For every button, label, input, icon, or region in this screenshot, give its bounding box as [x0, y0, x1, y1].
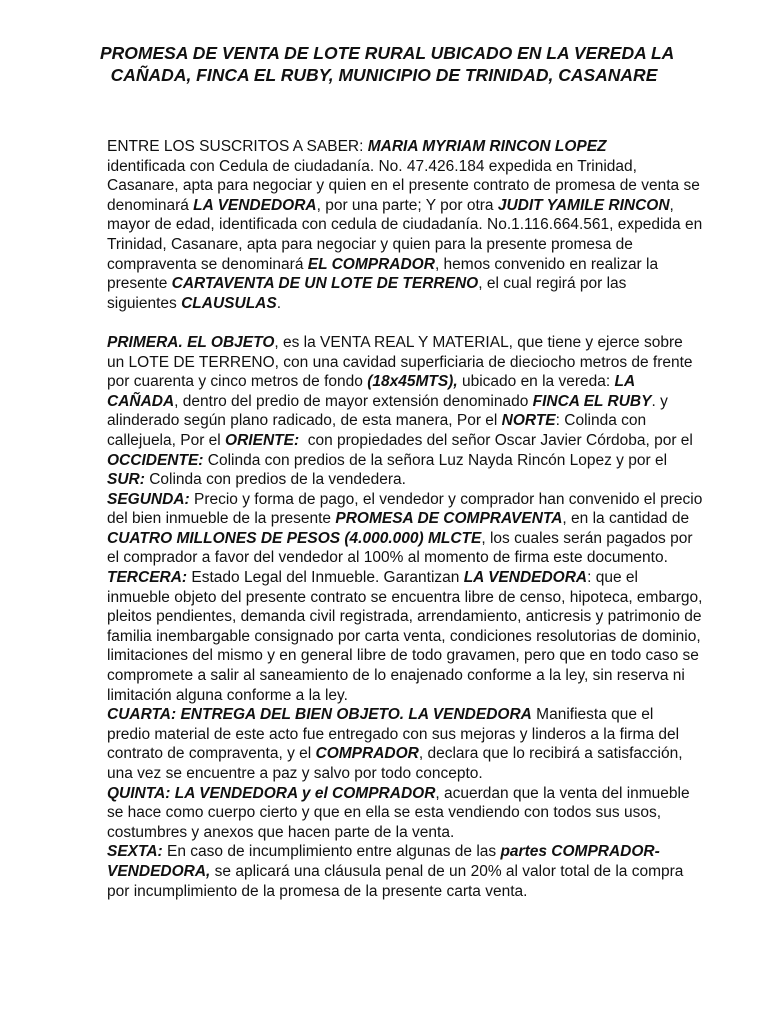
- seller-name: MARIA MYRIAM RINCON LOPEZ: [367, 138, 607, 155]
- clause-cuarta: [107, 705, 683, 783]
- emphasis: CLAUSULAS: [181, 294, 277, 312]
- text-run: del bien inmueble de la presente: [107, 510, 336, 528]
- text-run: ,: [669, 196, 674, 214]
- text-run: , acuerdan que la venta del inmueble: [435, 784, 690, 802]
- emphasis: COMPRADOR: [315, 745, 419, 763]
- text-run: se aplicará una cláusula penal de un 20% al valor total de la compra: [210, 862, 684, 880]
- text-line: [107, 529, 693, 549]
- text-line: pleitos pendientes, demanda civil registrada, arrendamiento, anticresis y patrimonio de: [107, 608, 702, 626]
- emphasis: LA VENDEDORA: [463, 569, 588, 587]
- text-run: ENTRE LOS SUSCRITOS A SABER:: [107, 138, 368, 155]
- text-run: : que el: [587, 569, 638, 587]
- buyer-name: JUDIT YAMILE RINCON: [497, 196, 670, 214]
- text-line: costumbres y anexos que hacen parte de la venta.: [107, 823, 455, 841]
- text-line: por incumplimiento de la promesa de la presente carta venta.: [107, 882, 528, 900]
- clause-quinta: [107, 784, 690, 843]
- emphasis: PROMESA DE COMPRAVENTA: [335, 510, 563, 528]
- clause-segunda: [107, 490, 703, 568]
- text-line: [107, 392, 667, 412]
- text-line: [107, 705, 667, 725]
- clause-heading: SEXTA:: [107, 843, 163, 861]
- text-run: , los cuales serán pagados por: [481, 529, 693, 547]
- clause-tercera: [107, 568, 703, 705]
- text-run: : Colinda con: [555, 412, 647, 430]
- text-line: [107, 196, 674, 216]
- text-run: siguientes: [107, 294, 182, 312]
- text-run: , por una parte; Y por otra: [316, 196, 498, 214]
- text-line: [107, 274, 667, 294]
- text-line: limitación alguna conforme a la ley.: [107, 686, 348, 704]
- text-run: , declara que lo recibirá a satisfacción,: [418, 745, 683, 763]
- text-line: [107, 842, 667, 862]
- text-line: [107, 137, 667, 157]
- text-line: [107, 255, 667, 275]
- text-line: [107, 490, 703, 510]
- text-run: Precio y forma de pago, el vendedor y comprador han convenido el precio: [189, 490, 703, 508]
- text-line: [107, 862, 684, 882]
- emphasis: VENDEDORA,: [107, 862, 211, 880]
- text-run: contrato de compraventa, y el: [107, 745, 316, 763]
- text-run: Colinda con predios de la señora Luz Nayda Rincón Lopez y por el: [203, 451, 668, 469]
- emphasis: NORTE: [501, 412, 556, 430]
- text-line: familia inembargable consignado por carta venta, condiciones resolutorias de dominio,: [107, 627, 701, 645]
- clause-heading: QUINTA: LA VENDEDORA y el COMPRADOR: [107, 784, 436, 802]
- text-run: Colinda con predios de la vendedera.: [144, 471, 406, 489]
- text-line: Casanare, apta para negociar y quien en el presente contrato de promesa de venta se: [107, 177, 700, 195]
- text-run: presente: [107, 275, 172, 293]
- text-run: En caso de incumplimiento entre algunas de las: [162, 843, 501, 861]
- text-line: Trinidad, Casanare, apta para negociar y quien para la presente promesa de: [107, 235, 633, 253]
- intro-paragraph: [107, 137, 703, 313]
- title-line: PROMESA DE VENTA DE LOTE RURAL UBICADO EN LA VEREDA LA: [100, 43, 675, 63]
- text-run: Estado Legal del Inmueble. Garantizan: [187, 569, 464, 587]
- text-line: [107, 470, 667, 490]
- text-line: [107, 431, 693, 451]
- clause-heading: CUARTA: ENTREGA DEL BIEN OBJETO. LA VENDEDORA: [107, 706, 532, 724]
- text-line: [107, 294, 667, 314]
- text-run: . y: [651, 392, 668, 410]
- clause-heading: TERCERA:: [107, 569, 188, 587]
- text-run: callejuela, Por el: [107, 431, 226, 449]
- emphasis: EL COMPRADOR: [307, 255, 435, 273]
- emphasis: CARTAVENTA DE UN LOTE DE TERRENO: [171, 275, 479, 293]
- text-run: Manifiesta que el: [531, 706, 654, 724]
- text-line: [107, 411, 667, 431]
- text-run: , dentro del predio de mayor extensión denominado: [174, 392, 533, 410]
- text-line: mayor de edad, identificada con cedula de ciudadanía. No.1.116.664.561, expedida en: [107, 216, 703, 234]
- text-line: [107, 744, 683, 764]
- title-line: CAÑADA, FINCA EL RUBY, MUNICIPIO DE TRINIDAD, CASANARE: [110, 65, 658, 85]
- emphasis: LA VENDEDORA: [193, 196, 317, 214]
- text-line: limitaciones del mismo y en general libre de todo gravamen, pero que en todo caso se: [107, 647, 699, 665]
- document-body: [107, 137, 703, 901]
- text-line: un LOTE DE TERRENO, con una cavidad superficiaria de dieciocho metros de frente: [107, 353, 693, 371]
- text-run: compraventa se denominará: [107, 255, 308, 273]
- text-run: alinderado según plano radicado, de esta manera, Por el: [107, 412, 502, 430]
- text-run: denominará: [107, 196, 194, 214]
- text-line: inmueble objeto del presente contrato se encuentra libre de censo, hipoteca, embargo,: [107, 588, 703, 606]
- text-run: .: [276, 294, 282, 312]
- text-line: se hace como cuerpo cierto y que en ella se esta vendiendo con todos sus usos,: [107, 804, 662, 822]
- text-line: [107, 372, 667, 392]
- clause-heading: PRIMERA. EL OBJETO: [107, 333, 275, 351]
- emphasis: FINCA EL RUBY: [532, 392, 652, 410]
- price-amount: CUATRO MILLONES DE PESOS (4.000.000) MLCTE: [107, 529, 482, 547]
- clause-primera: [107, 333, 693, 490]
- text-line: [107, 509, 690, 529]
- text-line: [107, 333, 683, 353]
- emphasis: (18x45MTS),: [367, 373, 458, 391]
- text-line: identificada con Cedula de ciudadanía. No. 47.426.184 expedida en Trinidad,: [107, 157, 637, 175]
- text-run: ubicado en la vereda:: [457, 373, 615, 391]
- text-run: , es la VENTA REAL Y MATERIAL, que tiene y ejerce sobre: [274, 333, 683, 351]
- paragraph-gap: [107, 313, 667, 333]
- text-line: [107, 451, 667, 471]
- text-run: , el cual regirá por las: [478, 275, 627, 293]
- emphasis: partes COMPRADOR-: [500, 843, 660, 861]
- emphasis: SUR:: [107, 471, 145, 489]
- text-run: , hemos convenido en realizar la: [434, 255, 659, 273]
- text-line: predio material de este acto fue entregado con sus mejoras y linderos a la firma del: [107, 725, 680, 743]
- clause-sexta: [107, 842, 684, 901]
- text-line: una vez se encuentre a paz y salvo por todo concepto.: [107, 765, 483, 782]
- text-line: el comprador a favor del vendedor al 100% al momento de firma este documento.: [107, 549, 668, 567]
- emphasis: OCCIDENTE:: [107, 451, 204, 469]
- emphasis: CAÑADA: [107, 392, 175, 410]
- document-title: [100, 42, 675, 86]
- text-line: [107, 784, 690, 804]
- text-line: [107, 568, 667, 588]
- text-line: compromete a salir al saneamiento de lo enajenado conforme a la ley, sin reserva ni: [107, 667, 685, 685]
- text-run: con propiedades del señor Oscar Javier Córdoba, por el: [299, 431, 693, 449]
- emphasis: ORIENTE:: [225, 431, 300, 449]
- emphasis: LA: [614, 373, 636, 391]
- clause-heading: SEGUNDA:: [107, 490, 190, 508]
- text-run: , en la cantidad de: [562, 510, 690, 528]
- text-run: por cuarenta y cinco metros de fondo: [107, 373, 368, 391]
